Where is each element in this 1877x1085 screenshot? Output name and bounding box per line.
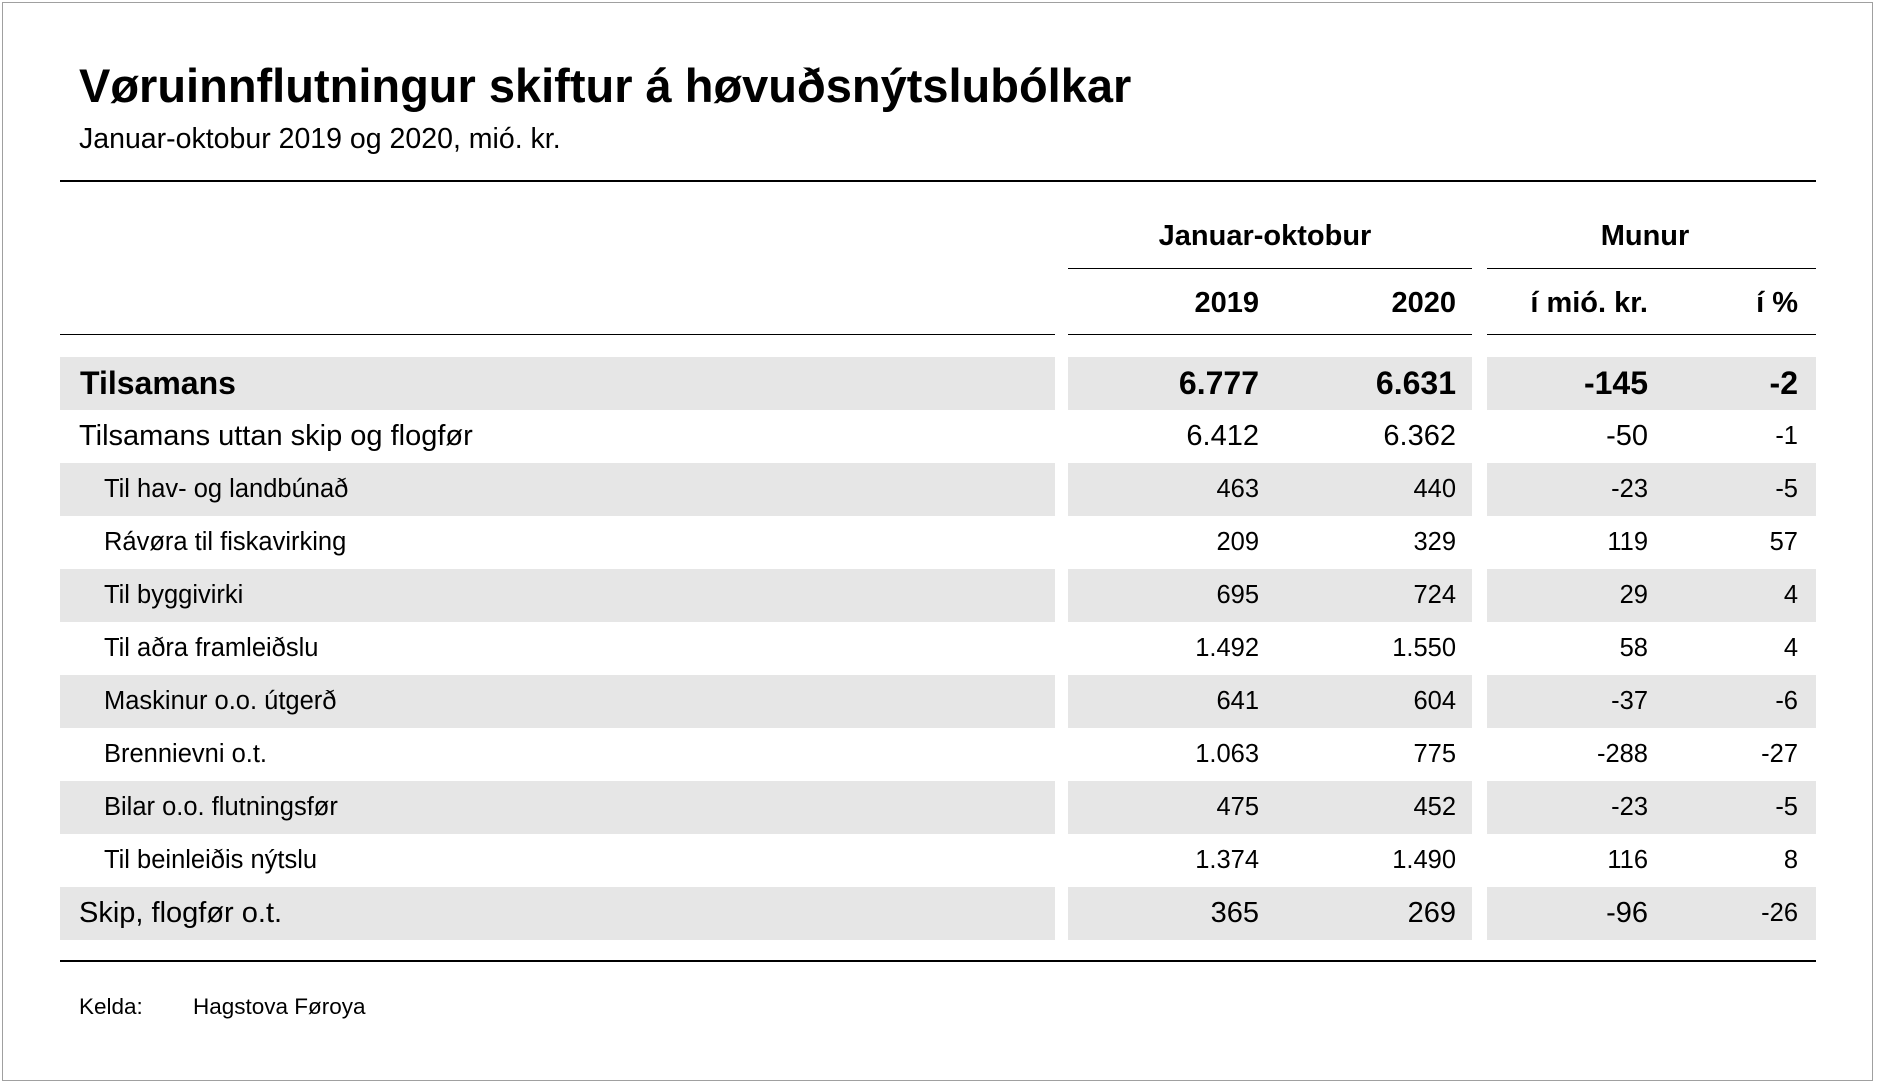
diff-percent: -27: [1761, 740, 1798, 768]
row-label: Tilsamans: [80, 365, 236, 401]
value-2020: 604: [1413, 687, 1456, 715]
diff-mio-kr: 29: [1619, 581, 1648, 609]
header-divider: [1487, 334, 1816, 336]
table-row: [0, 675, 1877, 728]
value-2019: 6.412: [1186, 420, 1259, 452]
diff-mio-kr: -23: [1611, 793, 1648, 821]
table-row: [0, 834, 1877, 887]
value-2019: 475: [1216, 793, 1259, 821]
diff-percent: -5: [1775, 793, 1798, 821]
row-label: Til aðra framleiðslu: [104, 634, 319, 662]
diff-mio-kr: -288: [1596, 740, 1648, 768]
value-2019: 1.492: [1195, 634, 1259, 662]
row-label: Maskinur o.o. útgerð: [104, 687, 337, 715]
table-row: [0, 781, 1877, 834]
value-2020: 6.362: [1383, 420, 1456, 452]
value-2020: 1.490: [1392, 846, 1456, 874]
diff-percent: -26: [1761, 899, 1798, 927]
table-row: [0, 463, 1877, 516]
diff-mio-kr: 58: [1619, 634, 1648, 662]
top-divider: [60, 180, 1816, 182]
diff-percent: 4: [1783, 581, 1798, 609]
diff-percent: -2: [1769, 365, 1798, 401]
row-label: Til hav- og landbúnað: [104, 475, 349, 503]
diff-mio-kr: -23: [1611, 475, 1648, 503]
diff-percent: 4: [1783, 634, 1798, 662]
value-2019: 641: [1216, 687, 1259, 715]
diff-mio-kr: -37: [1611, 687, 1648, 715]
diff-mio-kr: -145: [1583, 365, 1648, 401]
row-label: Til byggivirki: [104, 581, 244, 609]
row-label: Skip, flogfør o.t.: [79, 897, 283, 929]
diff-percent: 8: [1783, 846, 1798, 874]
table-row: [0, 569, 1877, 622]
value-2019: 1.374: [1195, 846, 1259, 874]
diff-mio-kr: -50: [1606, 420, 1648, 452]
value-2020: 775: [1413, 740, 1456, 768]
diff-mio-kr: -96: [1606, 897, 1648, 929]
diff-mio-kr: 119: [1607, 528, 1648, 556]
source-name: Hagstova Føroya: [193, 994, 366, 1019]
column-group-period: Januar-oktobur: [1158, 220, 1372, 252]
table-row: [0, 887, 1877, 940]
diff-percent: -1: [1775, 422, 1798, 450]
diff-percent: 57: [1769, 528, 1798, 556]
row-label: Tilsamans uttan skip og flogfør: [79, 420, 473, 452]
table-title: Vøruinnflutningur skiftur á høvuðsnýtslubólkar: [79, 59, 1132, 112]
diff-percent: -6: [1775, 687, 1798, 715]
value-2019: 463: [1216, 475, 1259, 503]
value-2019: 6.777: [1178, 365, 1259, 401]
value-2019: 365: [1210, 897, 1259, 929]
table-subtitle: Januar-oktobur 2019 og 2020, mió. kr.: [79, 123, 561, 155]
source-label: Kelda:: [79, 994, 143, 1019]
group-underline: [1487, 268, 1816, 270]
row-label: Bilar o.o. flutningsfør: [104, 793, 338, 821]
group-underline: [1068, 268, 1472, 270]
bottom-divider: [60, 960, 1816, 962]
table-row: [0, 622, 1877, 675]
value-2020: 440: [1413, 475, 1456, 503]
column-group-difference: Munur: [1600, 220, 1690, 252]
value-2020: 1.550: [1392, 634, 1456, 662]
value-2020: 452: [1413, 793, 1456, 821]
row-label: Rávøra til fiskavirking: [104, 528, 347, 556]
table-row: [0, 410, 1877, 463]
diff-percent: -5: [1775, 475, 1798, 503]
table-row: [0, 516, 1877, 569]
column-header-2020: 2020: [1391, 287, 1456, 319]
header-divider: [1068, 334, 1472, 336]
value-2020: 329: [1413, 528, 1456, 556]
value-2020: 6.631: [1375, 365, 1456, 401]
value-2020: 724: [1413, 581, 1456, 609]
diff-mio-kr: 116: [1607, 846, 1648, 874]
value-2019: 209: [1216, 528, 1259, 556]
row-label: Brennievni o.t.: [104, 740, 268, 768]
column-header-2019: 2019: [1194, 287, 1259, 319]
column-header-diff-percent: í %: [1756, 287, 1798, 319]
column-header-diff-mio-kr: í mió. kr.: [1530, 287, 1648, 319]
table-row: [0, 728, 1877, 781]
value-2019: 1.063: [1195, 740, 1259, 768]
value-2019: 695: [1216, 581, 1259, 609]
row-label: Til beinleiðis nýtslu: [104, 846, 318, 874]
header-divider: [60, 334, 1055, 336]
table-row: [0, 357, 1877, 410]
value-2020: 269: [1407, 897, 1456, 929]
